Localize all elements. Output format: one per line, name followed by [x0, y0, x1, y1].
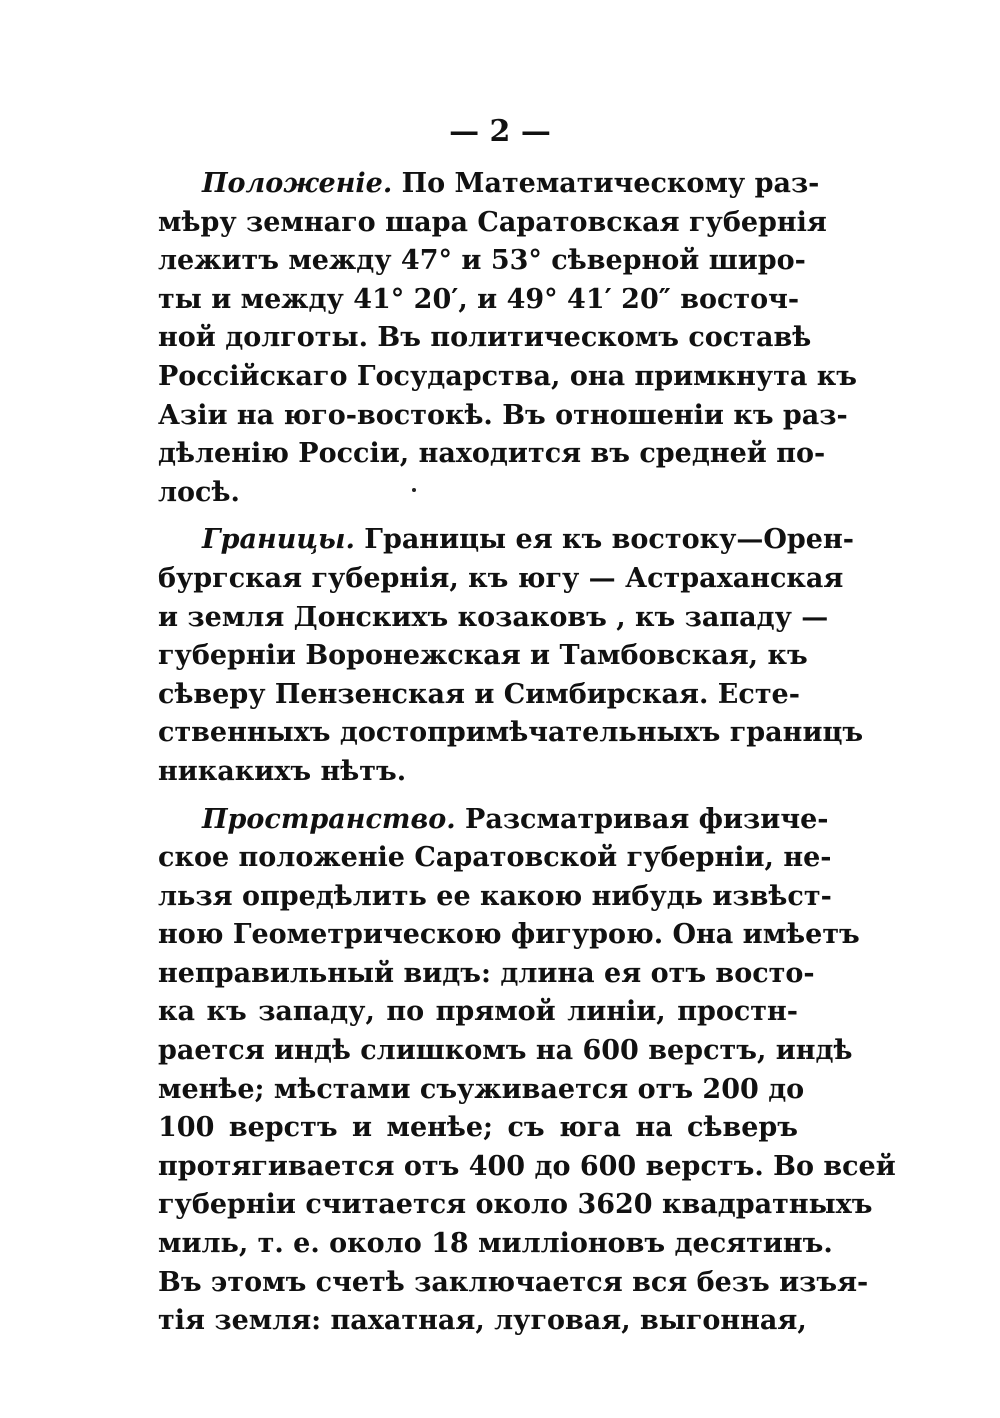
text-line: Россійскаго Государства, она примкнута къ [158, 360, 857, 392]
text-line: менѣе; мѣстами съуживается отъ 200 до [158, 1073, 805, 1105]
text-line: рается индѣ слишкомъ на 600 верстъ, индѣ [158, 1035, 853, 1067]
text-line: лежитъ между 47° и 53° сѣверной широ- [158, 245, 806, 277]
text-line: миль, т. е. около 18 милліоновъ десятинъ. [158, 1228, 833, 1260]
text-line: ты и между 41° 20′, и 49° 41′ 20″ восточ- [158, 283, 800, 315]
line-text: По Математическому раз- [401, 168, 820, 199]
text-line: Въ этомъ счетѣ заключается вся безъ изъя- [158, 1266, 869, 1298]
page-number: — 2 — [449, 114, 551, 149]
paragraph-first-line [158, 165, 820, 204]
paragraph-first-line [158, 801, 829, 840]
section-heading: Границы. [202, 524, 355, 556]
section-heading: Пространство. [202, 803, 456, 835]
text-line: ственныхъ достопримѣчательныхъ границъ [158, 717, 864, 749]
text-line: ское положеніе Саратовской губерніи, не- [158, 842, 832, 874]
paragraph-extent [158, 801, 896, 1341]
text-line: лосѣ. [158, 476, 240, 508]
paragraph-borders [158, 521, 864, 791]
text-line: бургская губернія, къ югу — Астраханская [158, 562, 844, 594]
text-line: льзя опредѣлить ее какою нибудь извѣст- [158, 880, 832, 912]
text-line: губерніи считается около 3620 квадратныхъ [158, 1189, 873, 1221]
text-line: протягивается отъ 400 до 600 верстъ. Во всей [158, 1150, 896, 1182]
text-line: тія земля: пахатная, луговая, выгонная, [158, 1305, 807, 1337]
ink-speck [412, 488, 416, 492]
paragraph-position [158, 165, 857, 512]
paragraph-first-line [158, 521, 854, 560]
line-text: Границы ея къ востоку—Орен- [364, 524, 854, 556]
line-text: Разсматривая физиче- [465, 803, 829, 835]
text-line: Азіи на юго-востокѣ. Въ отношеніи къ раз- [158, 399, 848, 431]
text-line: и земля Донскихъ козаковъ , къ западу — [158, 601, 829, 633]
text-line: никакихъ нѣтъ. [158, 755, 407, 787]
text-line: дѣленію Россіи, находится въ средней по- [158, 438, 826, 470]
section-heading: Положенie. [202, 168, 393, 199]
text-line: ной долготы. Въ политическомъ составѣ [158, 322, 812, 354]
body-text [158, 165, 896, 1350]
text-line: ною Геометрическою фигурою. Она имѣетъ [158, 919, 860, 951]
text-line: мѣру земнаго шара Саратовская губернія [158, 206, 827, 238]
text-line: неправильный видъ: длина ея отъ восто- [158, 957, 815, 989]
text-line: ка къ западу, по прямой линіи, простн- [158, 996, 798, 1028]
text-line: сѣверу Пензенская и Симбирская. Есте- [158, 678, 800, 710]
text-line: губерніи Воронежская и Тамбовская, къ [158, 640, 808, 672]
text-line: 100 верстъ и менѣе; съ юга на сѣверъ [158, 1112, 798, 1144]
